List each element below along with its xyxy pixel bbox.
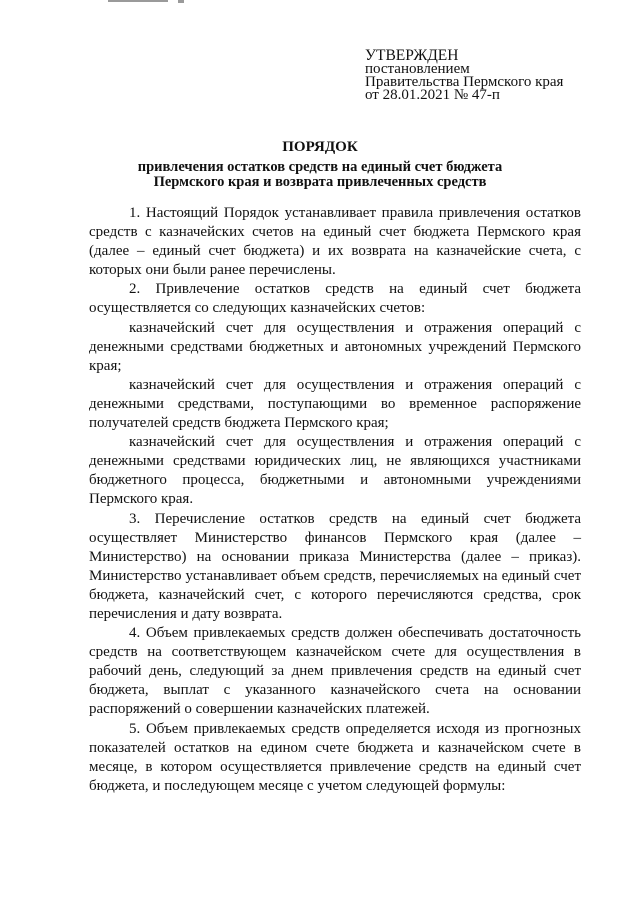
scan-edge-mark [178,0,184,3]
document-subtitle [0,160,640,190]
approval-line: Правительства Пермского края [365,74,564,90]
list-item: казначейский счет для осуществления и отражения операций с денежными средствами юридических лиц, не являющихся участниками бюджетного процесса, бюджетными и автономными учреждениями Пермского края. [89,434,581,508]
scan-edge-mark [108,0,168,2]
paragraph-2: 2. Привлечение остатков средств на единый счет бюджета осуществляется со следующих казначейских счетов: [89,281,581,317]
document-body [89,204,581,796]
paragraph-1: 1. Настоящий Порядок устанавливает правила привлечения остатков средств с казначейских счетов на единый счет бюджета Пермского края (далее – единый счет бюджета) и их возврата на казначейские счета, с которых они были ранее перечислены. [89,205,581,279]
approval-date-number: от 28.01.2021 № 47-п [365,87,500,103]
paragraph-3: 3. Перечисление остатков средств на единый счет бюджета осуществляет Министерство финансов Пермского края (далее – Министерство) на основании приказа Министерства (далее – приказ). Министерство устанавливает объем средств, перечисляемых на единый счет бюджета, казначейский счет, с которого перечисляются средства, срок перечисления и дату возврата. [89,510,581,622]
approval-title: УТВЕРЖДЕН [365,47,459,64]
paragraph-5: 5. Объем привлекаемых средств определяется исходя из прогнозных показателей остатков на едином счете бюджета и казначейском счете в месяце, в котором осуществляется привлечение средств на единый счет бюджета, и последующем месяце с учетом следующей формулы: [89,720,581,794]
list-item: казначейский счет для осуществления и отражения операций с денежными средствами бюджетных и автономных учреждений Пермского края; [89,319,581,374]
subtitle-line: Пермского края и возврата привлеченных средств [153,174,487,190]
approval-stamp [365,48,625,102]
approval-line: постановлением [365,61,470,77]
subtitle-line: привлечения остатков средств на единый счет бюджета [137,159,503,175]
list-item: казначейский счет для осуществления и отражения операций с денежными средствами, поступающими во временное распоряжение получателей средств бюджета Пермского края; [89,376,581,432]
document-title: ПОРЯДОК [282,139,358,155]
paragraph-4: 4. Объем привлекаемых средств должен обеспечивать достаточность средств на соответствующем казначейском счете для осуществления в рабочий день, следующий за днем привлечения средств на единый счет бюджета, выплат с указанного казначейского счета на основании распоряжений о совершении казначейских платежей. [89,625,581,718]
